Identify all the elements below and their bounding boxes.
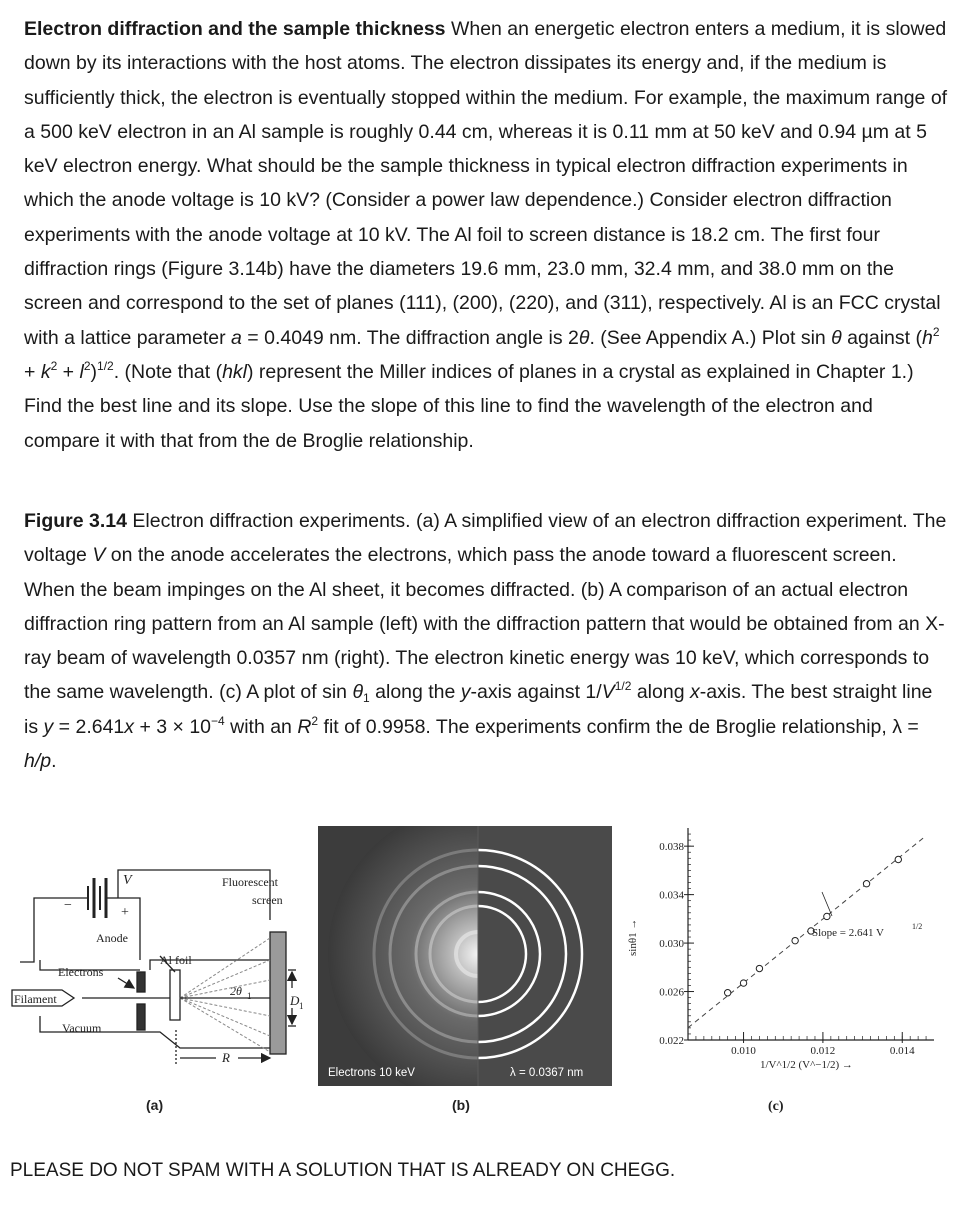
- svg-text:D: D: [290, 993, 300, 1008]
- y-axis-label: sinθ1 →: [627, 918, 639, 956]
- data-point: [756, 965, 762, 971]
- svg-text:Anode: Anode: [96, 931, 128, 945]
- data-point: [792, 937, 798, 943]
- svg-text:Filament: Filament: [14, 992, 57, 1006]
- footer-note: PLEASE DO NOT SPAM WITH A SOLUTION THAT IS ALREADY ON CHEGG.: [10, 1160, 676, 1181]
- data-point: [724, 990, 730, 996]
- problem-title: Electron diffraction and the sample thickness: [24, 18, 446, 40]
- x-tick-label: 0.014: [889, 1045, 915, 1057]
- figure-label: Figure 3.14: [24, 510, 127, 532]
- annotation-leader: [822, 892, 832, 916]
- panel-b-label: (b): [452, 1097, 470, 1113]
- electrons-label: Electrons 10 keV: [328, 1067, 415, 1079]
- svg-text:V: V: [123, 873, 132, 888]
- svg-text:+: +: [121, 905, 129, 920]
- figure-caption: Figure 3.14 Electron diffraction experiments. (a) A simplified view of an electron diffraction experiment. The voltage V on the anode accelerates the electrons, which pass the anode toward a fluorescent screen. When the beam impinges on the Al sheet, it becomes diffracted. (b) A comparison of an actual electron diffraction ring pattern from an Al sample (left) with the diffraction pattern that would be obtained from an X-ray beam of wavelength 0.0357 nm (right). The electron kinetic energy was 10 keV, which corresponds to the same wavelength. (c) A plot of $\sin \theta_1$ along the y-axis against $1/V^{1/2}$ along x-axis. The best straight line is $y = 2.641x + 3 \times 10^{-4}$ with an $R^2$ fit of 0.9958. The experiments confirm the de Broglie relationship, λ = h/p.: [24, 510, 947, 773]
- svg-text:Al foil: Al foil: [160, 953, 192, 967]
- slope-annotation: Slope = 2.641 V: [812, 927, 885, 939]
- y-tick-label: 0.022: [659, 1035, 684, 1047]
- svg-text:R: R: [222, 1050, 230, 1065]
- svg-text:−: −: [64, 898, 72, 913]
- panel-c-label: (c): [768, 1099, 784, 1114]
- panel-c-chart: [627, 828, 934, 1114]
- data-point: [824, 913, 830, 919]
- problem-text: Electron diffraction and the sample thickness When an energetic electron enters a medium, it is slowed down by its interactions with the host atoms. The electron dissipates its energy and, if the medium is sufficiently thick, the electron is eventually stopped within the medium. For example, the maximum range of a 500 keV electron in an Al sample is roughly 0.44 cm, whereas it is 0.11 mm at 50 keV and 0.94 µm at 5 keV electron energy. What should be the sample thickness in typical electron diffraction experiments in which the anode voltage is 10 kV? (Consider a power law dependence.) Consider electron diffraction experiments with the anode voltage at 10 kV. The Al foil to screen distance is 18.2 cm. The first four diffraction rings (Figure 3.14b) have the diameters 19.6 mm, 23.0 mm, 32.4 mm, and 38.0 mm on the screen and correspond to the set of planes (111), (200), (220), and (311), respectively. Al is an FCC crystal with a lattice parameter a = 0.4049 nm. The diffraction angle is 2θ. (See Appendix A.) Plot sin θ against $(h^2 + k^2 + l^2)^{1/2}$. (Note that (hkl) represent the Miller indices of planes in a crystal as explained in Chapter 1.) Find the best line and its slope. Use the slope of this line to find the wavelength of the electron and compare it with that from the de Broglie relationship.: [24, 18, 948, 452]
- svg-text:Fluorescent: Fluorescent: [222, 875, 278, 889]
- x-tick-label: 0.012: [810, 1045, 836, 1057]
- svg-text:screen: screen: [252, 893, 283, 907]
- y-tick-label: 0.030: [659, 938, 684, 951]
- svg-text:1: 1: [247, 991, 252, 1001]
- svg-text:Electrons: Electrons: [58, 965, 104, 979]
- svg-text:2θ: 2θ: [230, 984, 242, 998]
- y-tick-label: 0.034: [659, 889, 684, 902]
- data-point: [740, 980, 746, 986]
- x-tick-label: 0.010: [731, 1045, 756, 1057]
- svg-text:Vacuum: Vacuum: [62, 1021, 102, 1035]
- figure-3-14: [0, 820, 972, 1120]
- data-point: [863, 881, 869, 887]
- data-point: [895, 856, 901, 862]
- panel-a-label: (a): [146, 1097, 164, 1113]
- slope-annotation-exponent: 1/2: [912, 922, 923, 931]
- fit-line: [688, 836, 926, 1028]
- y-tick-label: 0.026: [659, 986, 684, 999]
- y-tick-label: 0.038: [659, 841, 684, 854]
- wavelength-label: λ = 0.0367 nm: [510, 1067, 584, 1079]
- svg-text:1: 1: [299, 1001, 304, 1011]
- panel-b-diffraction-image: [318, 820, 628, 1104]
- x-axis-label: 1/V^1/2 (V^−1/2) →: [760, 1059, 853, 1071]
